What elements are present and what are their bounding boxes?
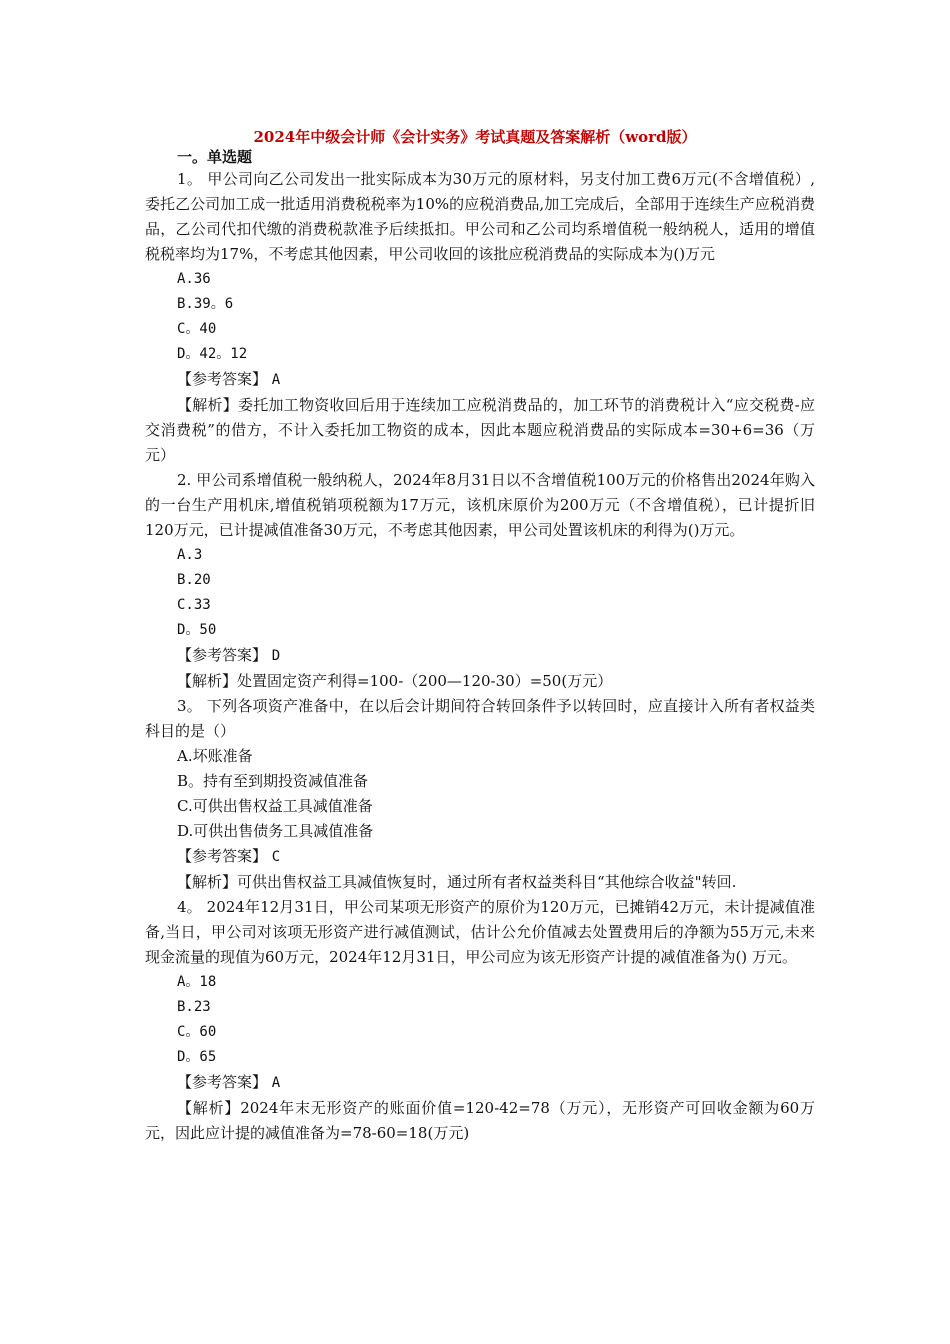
- option-a: A.3: [177, 547, 203, 563]
- question-1: [145, 167, 815, 468]
- answer-label: 【参考答案】: [177, 370, 268, 388]
- option-b: B.39。6: [177, 296, 234, 312]
- answer-value: A: [271, 1075, 281, 1091]
- answer-line: [145, 1070, 815, 1096]
- answer-line: [145, 367, 815, 393]
- answer-line: [145, 643, 815, 669]
- option-b: B。持有至到期投资减值准备: [177, 772, 369, 790]
- document-body: [145, 127, 815, 1146]
- document-title: 2024年中级会计师《会计实务》考试真题及答案解析（word版）: [253, 128, 697, 146]
- explanation-text: 委托加工物资收回后用于连续加工应税消费品的，加工环节的消费税计入“应交税费-应交消费税”的借方，不计入委托加工物资的成本，因此本题应税消费品的实际成本=30+6=36（万元）: [145, 396, 815, 464]
- question-4: [145, 895, 815, 1146]
- explanation: [145, 870, 815, 895]
- question-stem: 1。 甲公司向乙公司发出一批实际成本为30万元的原材料，另支付加工费6万元(不含增值税）,委托乙公司加工成一批适用消费税税率为10%的应税消费品,加工完成后，全部用于连续生产应税消费品，乙公司代扣代缴的消费税款准予后续抵扣。甲公司和乙公司均系增值税一般纳税人，适用的增值税税率均为17%，不考虑其他因素，甲公司收回的该批应税消费品的实际成本为()万元: [145, 170, 815, 263]
- answer-value: A: [271, 372, 281, 388]
- question-stem: 2. 甲公司系增值税一般纳税人，2024年8月31日以不含增值税100万元的价格售出2024年购入的一台生产用机床,增值税销项税额为17万元，该机床原价为200万元（不含增值税），已计提折旧120万元，已计提减值准备30万元，不考虑其他因素，甲公司处置该机床的利得为()万元。: [145, 471, 815, 539]
- answer-value: C: [271, 849, 281, 865]
- option-d: D.可供出售债务工具减值准备: [177, 822, 374, 840]
- answer-label: 【参考答案】: [177, 646, 268, 664]
- question-2: [145, 468, 815, 694]
- option-a: A。18: [177, 974, 217, 990]
- question-stem: 3。 下列各项资产准备中，在以后会计期间符合转回条件予以转回时，应直接计入所有者权益类科目的是（）: [145, 697, 815, 740]
- section-heading: 一。单选题: [177, 148, 253, 166]
- question-stem: 4。 2024年12月31日，甲公司某项无形资产的原价为120万元，已摊销42万元，未计提减值准备,当日，甲公司对该项无形资产进行减值测试，估计公允价值减去处置费用后的净额为55万元,未来现金流量的现值为60万元，2024年12月31日，甲公司应为该无形资产计提的减值准备为() 万元。: [145, 898, 815, 966]
- explanation-text: 可供出售权益工具减值恢复时，通过所有者权益类科目“其他综合收益"转回.: [237, 873, 737, 891]
- explanation-text: 2024年末无形资产的账面价值=120-42=78（万元），无形资产可回收金额为60万元，因此应计提的减值准备为=78-60=18(万元): [145, 1099, 815, 1142]
- option-c: C.33: [177, 597, 211, 613]
- explanation-text: 处置固定资产利得=100-（200—120-30）=50(万元）: [237, 672, 613, 690]
- option-a: A.坏账准备: [177, 747, 253, 765]
- explanation: [145, 393, 815, 468]
- option-c: C。60: [177, 1024, 217, 1040]
- explanation-label: 【解析】: [177, 396, 238, 414]
- option-a: A.36: [177, 271, 211, 287]
- question-3: [145, 694, 815, 895]
- answer-line: [145, 844, 815, 870]
- option-c: C。40: [177, 321, 217, 337]
- explanation: [145, 1096, 815, 1146]
- option-b: B.23: [177, 999, 211, 1015]
- explanation-label: 【解析】: [177, 873, 238, 891]
- explanation: [145, 669, 815, 694]
- option-c: C.可供出售权益工具减值准备: [177, 797, 373, 815]
- explanation-label: 【解析】: [177, 1099, 241, 1117]
- explanation-label: 【解析】: [177, 672, 238, 690]
- answer-value: D: [271, 648, 281, 664]
- option-d: D。65: [177, 1049, 217, 1065]
- option-d: D。42。12: [177, 346, 248, 362]
- option-b: B.20: [177, 572, 211, 588]
- answer-label: 【参考答案】: [177, 1073, 268, 1091]
- option-d: D。50: [177, 622, 217, 638]
- answer-label: 【参考答案】: [177, 847, 268, 865]
